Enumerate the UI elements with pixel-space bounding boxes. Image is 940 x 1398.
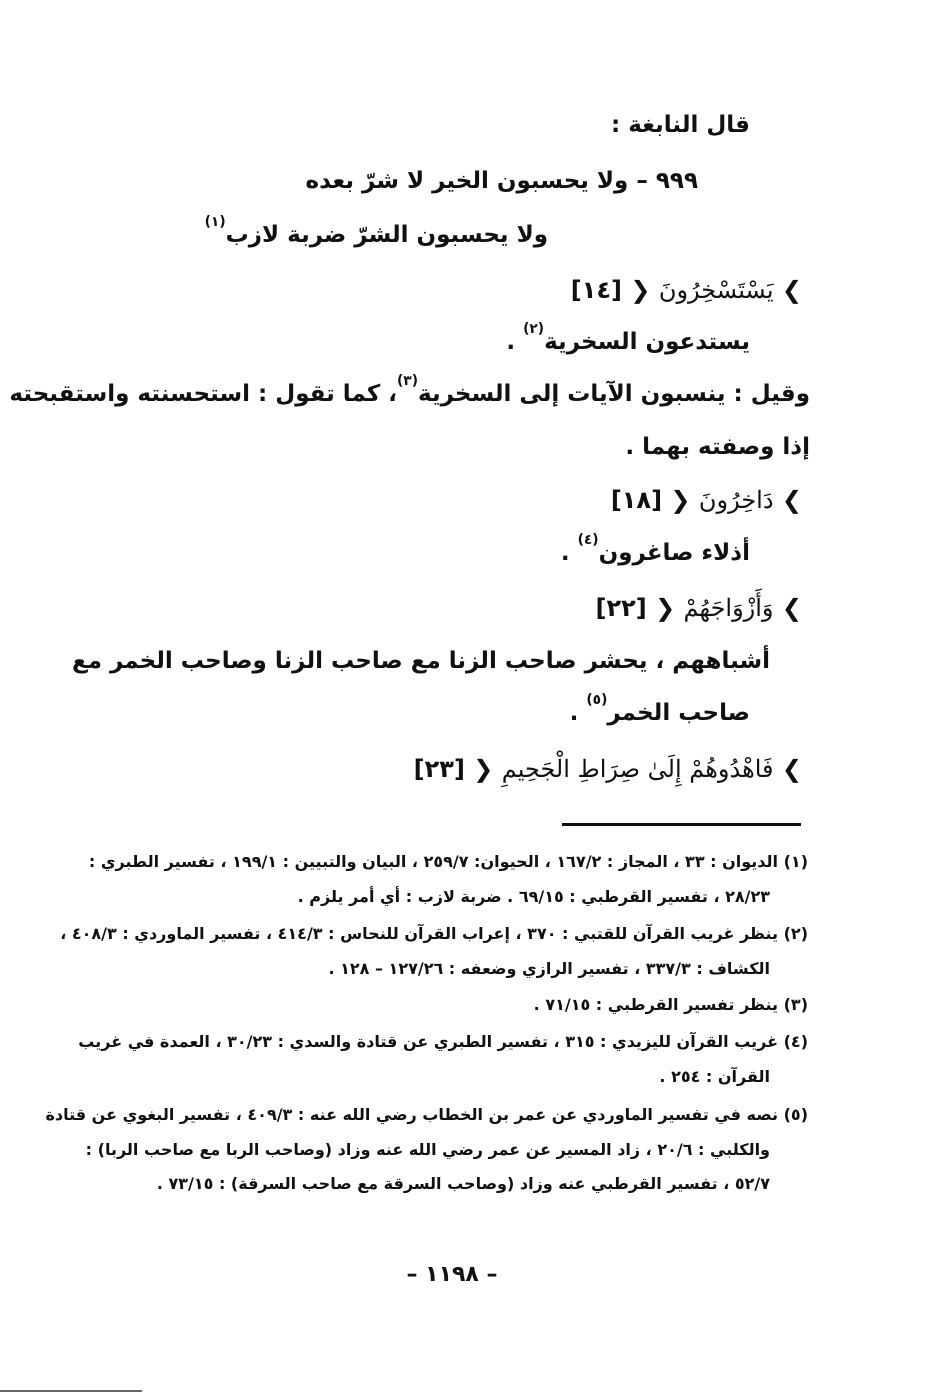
footnote-1-line-2: ٢٨/٢٣ ، تفسير القرطبي : ٦٩/١٥ . ضربة لازب : أي أمر يلزم . bbox=[297, 887, 770, 906]
verse-word-23: فَاهْدُوهُمْ إِلَىٰ صِرَاطِ الْجَحِيمِ bbox=[501, 755, 774, 783]
alternate-explanation-line-1: وقيل : ينسبون الآيات إلى السخرية$^{(٣)}$، كما تقول : استحسنته واستقبحته bbox=[9, 372, 810, 407]
footnote-2-line-2: الكشاف : ٣٣٧/٣ ، تفسير الرازي وضعفه : ١٢٧/٢٦ – ١٢٨ . bbox=[328, 959, 770, 978]
verse-reference-18 bbox=[262, 486, 802, 514]
verse-word-18: دَاخِرُونَ bbox=[698, 486, 774, 514]
left-ornament-bracket: ❯ bbox=[781, 486, 802, 514]
verse-reference-23 bbox=[262, 755, 802, 783]
verse-reference-14 bbox=[262, 276, 802, 304]
page-number: – ١١٩٨ – bbox=[406, 1262, 498, 1287]
explanation-22-line-2: صاحب الخمر$^{(٥)}$ . bbox=[569, 691, 750, 726]
footnotes-separator-rule bbox=[562, 823, 801, 826]
scan-bottom-line bbox=[0, 1390, 142, 1392]
footnote-4-line-2: القرآن : ٢٥٤ . bbox=[659, 1067, 770, 1086]
explanation-22-line-1: أشباههم ، يحشر صاحب الزنا مع صاحب الزنا وصاحب الخمر مع bbox=[71, 648, 770, 674]
footnote-4-line-1: (٤) غريب القرآن لليزيدي : ٣١٥ ، تفسير الطبري عن قتادة والسدي : ٣٠/٢٣ ، العمدة في غريب bbox=[78, 1032, 808, 1051]
verse-number-18: [١٨] bbox=[610, 486, 663, 514]
footnote-ref-4: (٤) bbox=[577, 531, 599, 548]
left-ornament-bracket: ❯ bbox=[781, 755, 802, 783]
explanation-14: يستدعون السخرية$^{(٢)}$ . bbox=[506, 320, 750, 355]
footnote-5-line-2: والكلبي : ٢٠/٦ ، زاد المسير عن عمر رضي الله عنه وزاد (وصاحب الربا مع صاحب الربا) : bbox=[85, 1140, 770, 1159]
poet-introduction: قال النابغة : bbox=[611, 112, 750, 138]
footnote-3-line-1: (٣) ينظر تفسير القرطبي : ٧١/١٥ . bbox=[533, 995, 808, 1014]
footnote-5-line-3: ٥٢/٧ ، تفسير القرطبي عنه وزاد (وصاحب السرقة مع صاحب السرقة) : ٧٣/١٥ . bbox=[156, 1174, 770, 1193]
verse-word-22: وَأَزْوَاجَهُمْ bbox=[683, 594, 774, 622]
footnote-ref-1: (١) bbox=[204, 213, 226, 230]
verse-word-14: يَسْتَسْخِرُونَ bbox=[658, 276, 774, 304]
poem-verse-line-1: ٩٩٩ – ولا يحسبون الخير لا شرّ بعده bbox=[305, 168, 698, 194]
verse-number-23: [٢٣] bbox=[413, 755, 465, 783]
explanation-18: أذلاء صاغرون$^{(٤)}$ . bbox=[560, 531, 750, 566]
footnote-ref-3: (٣) bbox=[396, 372, 419, 389]
verse-number-22: [٢٢] bbox=[595, 594, 647, 622]
right-ornament-bracket: ❮ bbox=[630, 276, 651, 304]
right-ornament-bracket: ❮ bbox=[473, 755, 494, 783]
footnote-2-line-1: (٢) ينظر غريب القرآن للقتبي : ٣٧٠ ، إعراب القرآن للنحاس : ٤١٤/٣ ، تفسير الماوردي : ٤٠٨/٣ ، bbox=[60, 924, 808, 943]
footnote-ref-2: (٢) bbox=[523, 320, 545, 337]
right-ornament-bracket: ❮ bbox=[670, 486, 691, 514]
verse-number-14: [١٤] bbox=[570, 276, 622, 304]
right-ornament-bracket: ❮ bbox=[655, 594, 676, 622]
verse-reference-22 bbox=[262, 594, 802, 622]
footnote-ref-5: (٥) bbox=[586, 691, 608, 708]
left-ornament-bracket: ❯ bbox=[781, 276, 802, 304]
left-ornament-bracket: ❯ bbox=[781, 594, 802, 622]
poem-verse-line-2: ولا يحسبون الشرّ ضربة لازب$^{(١)}$ bbox=[204, 213, 548, 248]
footnote-1-line-1: (١) الديوان : ٣٣ ، المجاز : ١٦٧/٢ ، الحيوان: ٢٥٩/٧ ، البيان والتبيين : ١٩٩/١ ، تفسير الطبري : bbox=[88, 852, 808, 871]
alternate-explanation-line-2: إذا وصفته بهما . bbox=[625, 434, 810, 460]
footnote-5-line-1: (٥) نصه في تفسير الماوردي عن عمر بن الخطاب رضي الله عنه : ٤٠٩/٣ ، تفسير البغوي عن قتادة bbox=[45, 1105, 808, 1124]
